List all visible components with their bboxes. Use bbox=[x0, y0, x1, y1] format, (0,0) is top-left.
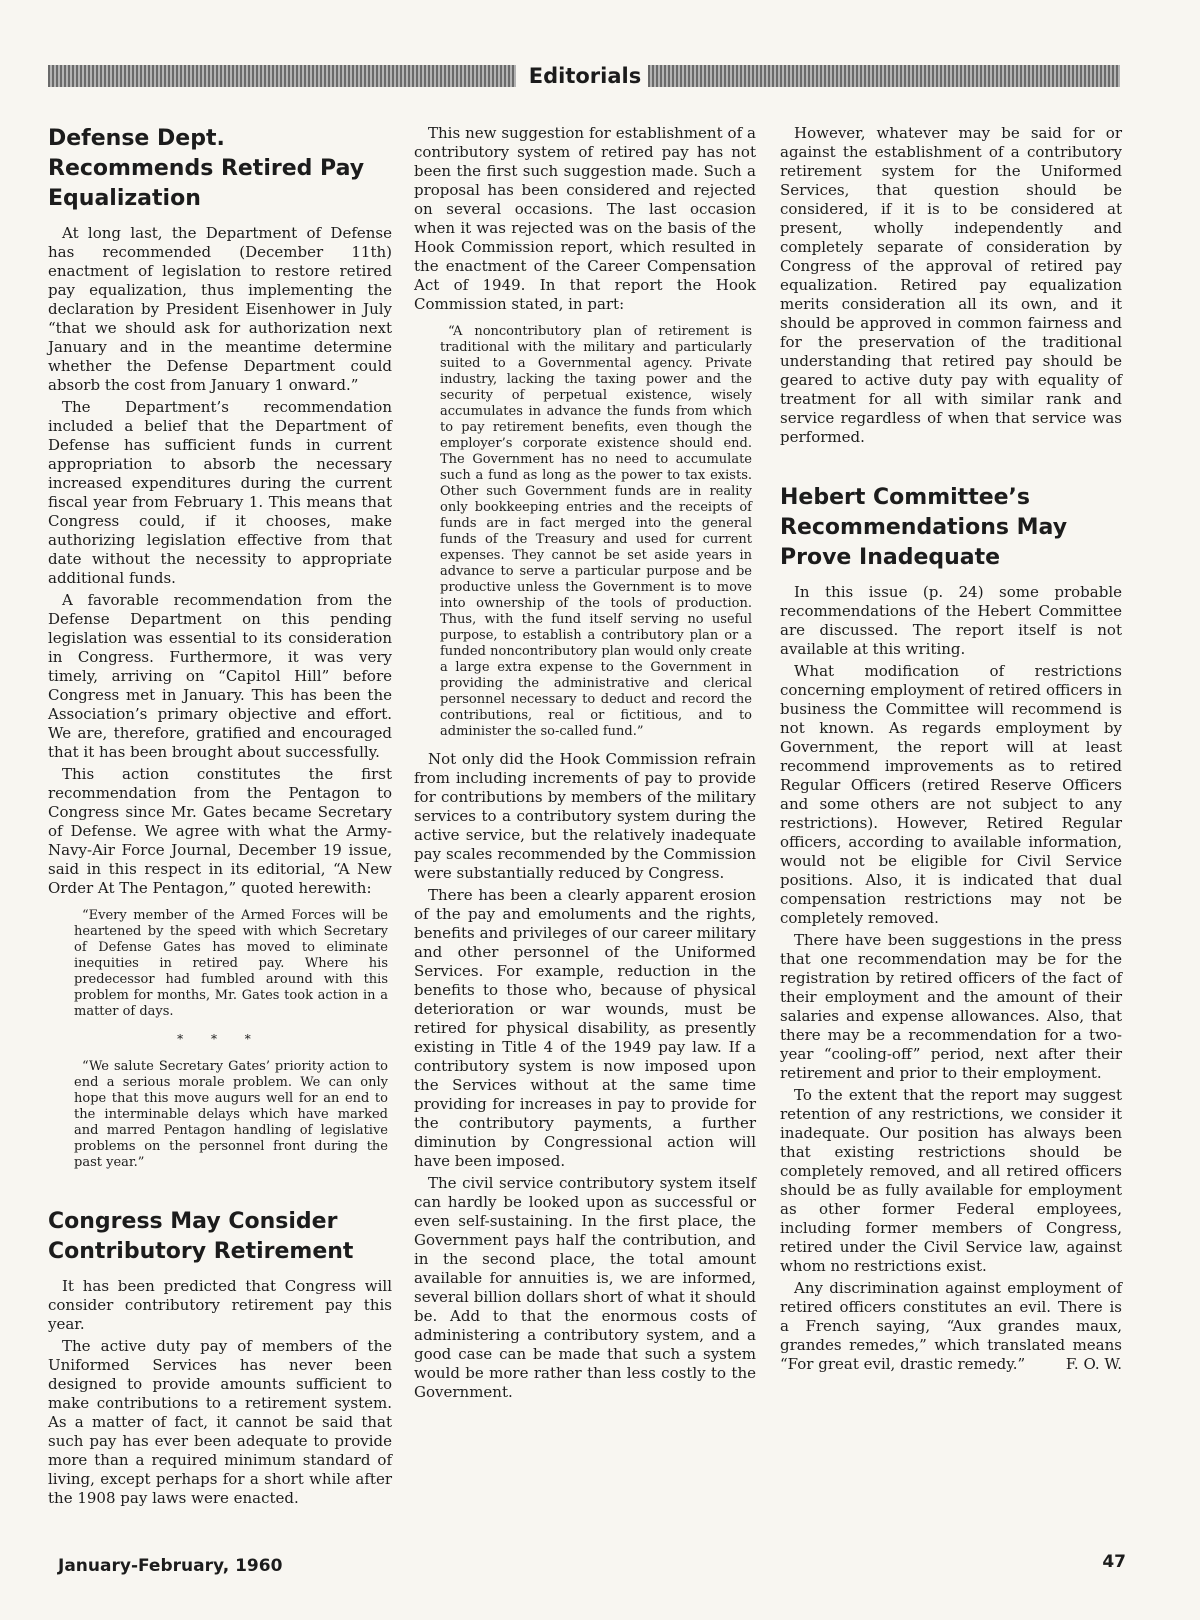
article3-paragraph: There have been suggestions in the press that one recommendation may be for the registration by retired officers of the fact of their employment and the amount of their salaries and expense allowances. Also, that there may be a recommendation for a two-year “cooling-off” period, next after their retirement and prior to their employment. bbox=[780, 931, 1122, 1082]
article2-paragraph: This new suggestion for establishment of a contributory system of retired pay has not been the first such suggestion made. Such a proposal has been considered and rejected on several occasions. The last occasion when it was rejected was on the basis of the Hook Commission report, which resulted in the enactment of the Career Compensation Act of 1949. In that report the Hook Commission stated, in part: bbox=[414, 124, 756, 313]
article3-paragraph: In this issue (p. 24) some probable recommendations of the Hebert Committee are discussed. The report itself is not available at this writing. bbox=[780, 583, 1122, 658]
column-1 bbox=[48, 124, 392, 1511]
article2-paragraph: The active duty pay of members of the Uniformed Services has never been designed to provide amounts sufficient to make contributions to a retirement system. As a matter of fact, it cannot be said that such pay has ever been adequate to provide more than a required minimum standard of living, except perhaps for a short while after the 1908 pay laws were enacted. bbox=[48, 1337, 392, 1507]
page-number: 47 bbox=[1102, 1552, 1126, 1572]
article1-paragraph: A favorable recommendation from the Defense Department on this pending legislation was essential to its consideration in Congress. Furthermore, it was very timely, arriving on “Capitol Hill” before Congress met in January. This has been the Association’s primary objective and effort. We are, therefore, gratified and encouraged that it has been brought about successfully. bbox=[48, 591, 392, 761]
article1-quote: “We salute Secretary Gates’ priority action to end a serious morale problem. We can only hope that this move augurs well for an end to the interminable delays which have marked and marred Pentagon handling of legislative problems on the personnel front during the past year.” bbox=[74, 1059, 388, 1170]
column-2 bbox=[414, 124, 756, 1405]
article1-headline: Defense Dept. Recommends Retired Pay Equalization bbox=[48, 126, 365, 211]
article3-paragraph: What modification of restrictions concerning employment of retired officers in business the Committee will recommend is not known. As regards employment by Government, the report will at least recommend improvements as to retired Regular Officers (retired Reserve Officers and some others are not subject to any restrictions). However, Retired Regular officers, according to available information, would not be eligible for Civil Service positions. Also, it is indicated that dual compensation restrictions may not be completely removed. bbox=[780, 662, 1122, 927]
banner-rule-left bbox=[48, 65, 516, 87]
issue-date: January-February, 1960 bbox=[58, 1556, 283, 1576]
article2-paragraph: However, whatever may be said for or against the establishment of a contributory retirement system for the Uniformed Services, that question should be considered, if it is to be considered at present, wholly independently and completely separate of consideration by Congress of the approval of retired pay equalization. Retired pay equalization merits consideration all its own, and it should be approved in common fairness and for the preservation of the traditional understanding that retired pay should be geared to active duty pay with equality of treatment for all with similar rank and service regardless of when that service was performed. bbox=[780, 124, 1122, 446]
article2-paragraph: Not only did the Hook Commission refrain from including increments of pay to provide for contributions by members of the military services to a contributory system during the active service, but the relatively inadequate pay scales recommended by the Commission were substantially reduced by Congress. bbox=[414, 750, 756, 882]
author-initials: F. O. W. bbox=[1065, 1355, 1122, 1373]
article1-paragraph: The Department’s recommendation included a belief that the Department of Defense has sufficient funds in current appropriation to absorb the necessary increased expenditures during the current fiscal year from February 1. This means that Congress could, if it chooses, make authorizing legislation effective from that date without the necessity to appropriate additional funds. bbox=[48, 398, 392, 587]
hook-commission-quote: “A noncontributory plan of retirement is traditional with the military and particularly suited to a Governmental agency. Private industry, lacking the taxing power and the security of perpetual existence, wisely accumulates in advance the funds from which to pay retirement benefits, even though the employer’s corporate existence should end. The Government has no need to accumulate such a fund as long as the power to tax exists. Other such Government funds are in reality only bookkeeping entries and the receipts of funds are in fact merged into the general funds of the Treasury and used for current expenses. They cannot be set aside years in advance to serve a particular purpose and be productive unless the Government is to move into ownership of the tools of production. Thus, with the fund itself serving no useful purpose, to establish a contributory plan or a funded noncontributory plan would only create a large extra expense to the Government in providing the administrative and clerical personnel necessary to deduct and record the contributions, real or fictitious, and to administer the so-called fund.” bbox=[440, 324, 752, 739]
final-paragraph-text: Any discrimination against employment of retired officers constitutes an evil. There is a French saying, “Aux grandes maux, grandes remedes,” which translated means “For great evil, drastic remedy.” bbox=[780, 1279, 1122, 1373]
article2-paragraph: It has been predicted that Congress will consider contributory retirement pay this year. bbox=[48, 1277, 392, 1333]
article3-headline: Hebert Committee’s Recommendations May Prove Inadequate bbox=[780, 485, 1068, 570]
article1-paragraph: At long last, the Department of Defense has recommended (December 11th) enactment of legislation to restore retired pay equalization, thus implementing the declaration by President Eisenhower in July “that we should ask for authorization next January and in the meantime determine whether the Defense Department could absorb the cost from January 1 onward.” bbox=[48, 224, 392, 394]
article3-paragraph: To the extent that the report may suggest retention of any restrictions, we consider it inadequate. Our position has always been that existing restrictions should be completely removed, and all retired officers should be as fully available for employment as other former Federal employees, including former members of Congress, retired under the Civil Service law, against whom no restrictions exist. bbox=[780, 1086, 1122, 1275]
column-3 bbox=[780, 124, 1122, 1377]
article2-headline: Congress May Consider Contributory Retirement bbox=[48, 1209, 354, 1264]
article1-quote: “Every member of the Armed Forces will be heartened by the speed with which Secretary of Defense Gates has moved to eliminate inequities in retired pay. Where his predecessor had fumbled around with this problem for months, Mr. Gates took action in a matter of days. bbox=[74, 908, 388, 1019]
article2-paragraph: There has been a clearly apparent erosion of the pay and emoluments and the rights, benefits and privileges of our career military and other personnel of the Uniformed Services. For example, reduction in the benefits to those who, because of physical deterioration or war wounds, must be retired for physical disability, as presently existing in Title 4 of the 1949 pay law. If a contributory system is now imposed upon the Services without at the same time providing for increases in pay to provide for the contributory payments, a further diminution by Congressional action will have been imposed. bbox=[414, 886, 756, 1170]
banner-rule-right bbox=[648, 65, 1120, 87]
section-title: Editorials bbox=[528, 64, 642, 88]
section-banner bbox=[48, 62, 1120, 92]
article2-paragraph: The civil service contributory system itself can hardly be looked upon as successful or even self-sustaining. In the first place, the Government pays half the contribution, and in the second place, the total amount available for annuities is, we are informed, several billion dollars short of what it should be. Add to that the enormous costs of administering a contributory system, and a good case can be made that such a system would be more rather than less costly to the Government. bbox=[414, 1174, 756, 1401]
article1-paragraph: This action constitutes the first recommendation from the Pentagon to Congress since Mr. Gates became Secretary of Defense. We agree with what the Army-Navy-Air Force Journal, December 19 issue, said in this respect in its editorial, “A New Order At The Pentagon,” quoted herewith: bbox=[48, 765, 392, 897]
article3-final-paragraph bbox=[780, 1279, 1122, 1374]
quote-separator: * * * bbox=[177, 1032, 263, 1046]
